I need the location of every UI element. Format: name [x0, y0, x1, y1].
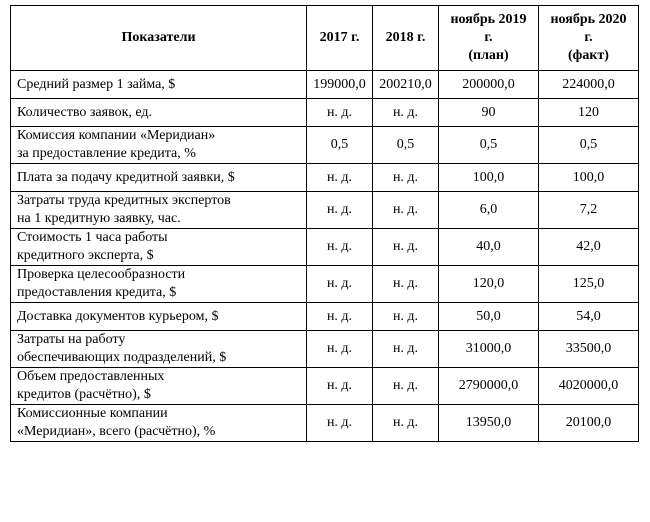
table-row — [11, 229, 639, 266]
value-cell: н. д. — [307, 303, 373, 331]
header-text-line: ноябрь 2019 — [450, 12, 527, 27]
value-cell: 125,0 — [539, 266, 639, 303]
value-cell: 50,0 — [439, 303, 539, 331]
value-cell: 90 — [439, 99, 539, 127]
row-label-line: Средний размер 1 займа, $ — [17, 76, 176, 92]
table-row — [11, 164, 639, 192]
header-2018 — [373, 6, 439, 71]
header-text-line: ноябрь 2020 — [550, 12, 627, 27]
value-cell: н. д. — [307, 99, 373, 127]
indicators-table-container — [10, 5, 639, 442]
row-label-cell — [11, 99, 307, 127]
row-label-cell — [11, 71, 307, 99]
table-row — [11, 368, 639, 405]
header-text-line: (план) — [468, 48, 509, 63]
value-cell: 199000,0 — [307, 71, 373, 99]
row-label-line: Плата за подачу кредитной заявки, $ — [17, 169, 235, 185]
row-label-line: предоставления кредита, $ — [17, 285, 177, 300]
value-cell: 120 — [539, 99, 639, 127]
row-label-line: Комиссия компании «Меридиан» — [17, 128, 216, 143]
header-nov-2019-plan — [439, 6, 539, 71]
value-cell: н. д. — [307, 192, 373, 229]
row-label-cell — [11, 266, 307, 303]
value-cell: 33500,0 — [539, 331, 639, 368]
header-text-line: Показатели — [121, 30, 196, 45]
value-cell: н. д. — [307, 368, 373, 405]
row-label-cell — [11, 229, 307, 266]
value-cell: н. д. — [373, 368, 439, 405]
row-label-line: Доставка документов курьером, $ — [17, 308, 219, 324]
value-cell: н. д. — [373, 405, 439, 442]
value-cell: н. д. — [307, 229, 373, 266]
table-row — [11, 405, 639, 442]
value-cell: 100,0 — [439, 164, 539, 192]
value-cell: 31000,0 — [439, 331, 539, 368]
header-nov-2020-fact — [539, 6, 639, 71]
row-label-cell — [11, 303, 307, 331]
value-cell: н. д. — [373, 331, 439, 368]
value-cell: 224000,0 — [539, 71, 639, 99]
value-cell: 0,5 — [307, 127, 373, 164]
indicators-table — [10, 5, 639, 442]
row-label-cell — [11, 164, 307, 192]
row-label-line: обеспечивающих подразделений, $ — [17, 350, 227, 365]
header-text-line: (факт) — [568, 48, 609, 63]
value-cell: н. д. — [373, 266, 439, 303]
value-cell: н. д. — [373, 229, 439, 266]
table-row — [11, 303, 639, 331]
value-cell: 100,0 — [539, 164, 639, 192]
table-row — [11, 99, 639, 127]
table-body — [11, 71, 639, 442]
header-text-line: 2017 г. — [319, 30, 360, 45]
row-label-line: Количество заявок, ед. — [17, 104, 153, 120]
value-cell: 120,0 — [439, 266, 539, 303]
table-row — [11, 192, 639, 229]
row-label-line: Затраты на работу — [17, 332, 126, 347]
value-cell: 7,2 — [539, 192, 639, 229]
value-cell: н. д. — [307, 405, 373, 442]
value-cell: 200000,0 — [439, 71, 539, 99]
table-row — [11, 71, 639, 99]
value-cell: н. д. — [307, 164, 373, 192]
value-cell: н. д. — [373, 303, 439, 331]
value-cell: н. д. — [307, 331, 373, 368]
value-cell: 6,0 — [439, 192, 539, 229]
value-cell: 42,0 — [539, 229, 639, 266]
value-cell: 2790000,0 — [439, 368, 539, 405]
row-label-cell — [11, 405, 307, 442]
value-cell: 13950,0 — [439, 405, 539, 442]
value-cell: н. д. — [373, 99, 439, 127]
table-row — [11, 266, 639, 303]
table-header-row — [11, 6, 639, 71]
row-label-line: Проверка целесообразности — [17, 267, 186, 282]
row-label-line: «Меридиан», всего (расчётно), % — [17, 424, 216, 439]
value-cell: 4020000,0 — [539, 368, 639, 405]
value-cell: н. д. — [373, 164, 439, 192]
row-label-line: за предоставление кредита, % — [17, 146, 196, 161]
row-label-cell — [11, 331, 307, 368]
header-text-line: 2018 г. — [385, 30, 426, 45]
value-cell: 200210,0 — [373, 71, 439, 99]
header-text-line: г. — [584, 30, 593, 45]
value-cell: 40,0 — [439, 229, 539, 266]
table-row — [11, 127, 639, 164]
row-label-cell — [11, 368, 307, 405]
row-label-line: Стоимость 1 часа работы — [17, 230, 168, 245]
row-label-line: кредитного эксперта, $ — [17, 248, 154, 263]
value-cell: н. д. — [373, 192, 439, 229]
row-label-line: Объем предоставленных — [17, 369, 165, 384]
value-cell: 20100,0 — [539, 405, 639, 442]
row-label-line: кредитов (расчётно), $ — [17, 387, 151, 402]
header-indicators — [11, 6, 307, 71]
row-label-cell — [11, 127, 307, 164]
row-label-line: на 1 кредитную заявку, час. — [17, 211, 181, 226]
value-cell: 0,5 — [539, 127, 639, 164]
value-cell: н. д. — [307, 266, 373, 303]
value-cell: 54,0 — [539, 303, 639, 331]
row-label-line: Комиссионные компании — [17, 406, 168, 421]
table-row — [11, 331, 639, 368]
value-cell: 0,5 — [439, 127, 539, 164]
value-cell: 0,5 — [373, 127, 439, 164]
row-label-cell — [11, 192, 307, 229]
header-2017 — [307, 6, 373, 71]
header-text-line: г. — [484, 30, 493, 45]
row-label-line: Затраты труда кредитных экспертов — [17, 193, 231, 208]
